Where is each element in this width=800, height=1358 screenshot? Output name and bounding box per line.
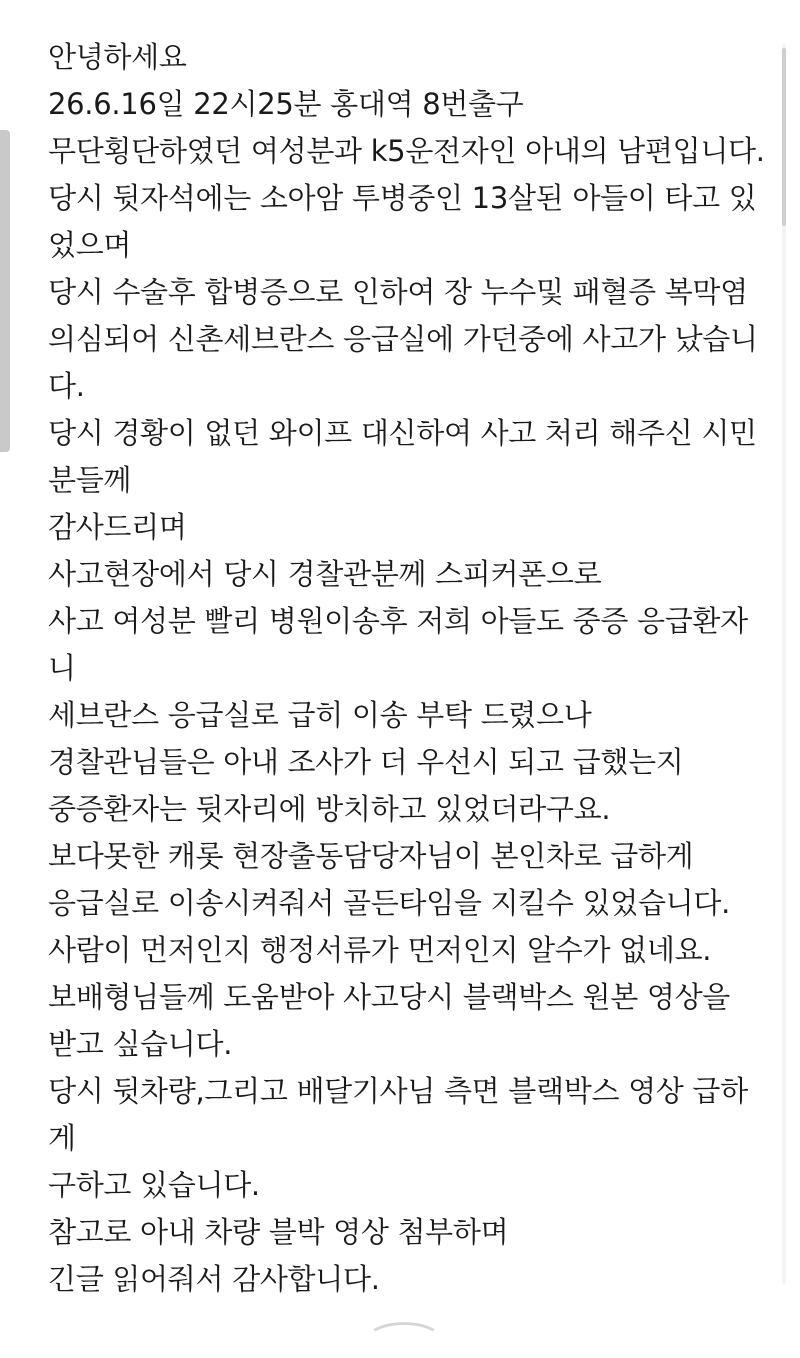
post-line: 세브란스 응급실로 급히 이송 부탁 드렸으나 (48, 698, 592, 732)
post-line: 사람이 먼저인지 행정서류가 먼저인지 알수가 없네요. (48, 933, 712, 967)
post-line: 참고로 아내 차량 블박 영상 첨부하며 (48, 1215, 509, 1249)
post-line: 응급실로 이송시켜줘서 골든타임을 지킬수 있었습니다. (48, 886, 731, 920)
post-line: 당시 뒷자석에는 소아암 투병중인 13살된 아들이 타고 있 (48, 181, 757, 215)
post-line: 분들께 (48, 463, 132, 497)
post-line: 당시 수술후 합병증으로 인하여 장 누수및 패혈증 복막염 (48, 275, 748, 309)
side-edge-handle[interactable] (0, 130, 10, 452)
post-line: 의심되어 신촌세브란스 응급실에 가던중에 사고가 났습니 (48, 322, 758, 356)
bottom-decorative-arc (366, 1322, 442, 1358)
post-line: 26.6.16일 22시25분 홍대역 8번출구 (48, 87, 524, 121)
post-line: 다. (48, 369, 85, 403)
scrollbar-track[interactable] (782, 44, 786, 1284)
post-line: 긴글 읽어줘서 감사합니다. (48, 1262, 380, 1296)
post-line: 경찰관님들은 아내 조사가 더 우선시 되고 급했는지 (48, 745, 684, 779)
post-line: 사고현장에서 당시 경찰관분께 스피커폰으로 (48, 557, 602, 591)
post-line: 었으며 (48, 228, 132, 262)
post-line: 사고 여성분 빨리 병원이송후 저희 아들도 중증 응급환자 (48, 604, 748, 638)
post-line: 감사드리며 (48, 510, 187, 544)
post-line: 당시 뒷차량,그리고 배달기사님 측면 블랙박스 영상 급하 (48, 1074, 748, 1108)
post-line: 무단횡단하였던 여성분과 k5운전자인 아내의 남편입니다. (48, 134, 765, 168)
post-line: 보배형님들께 도움받아 사고당시 블랙박스 원본 영상을 (48, 980, 731, 1014)
post-body (48, 34, 778, 1303)
scrollbar-thumb[interactable] (782, 48, 786, 226)
post-line: 구하고 있습니다. (48, 1168, 260, 1202)
post-line: 중증환자는 뒷자리에 방치하고 있었더라구요. (48, 792, 611, 826)
post-line: 니 (48, 651, 76, 685)
post-line: 게 (48, 1121, 76, 1155)
post-line: 받고 싶습니다. (48, 1027, 233, 1061)
post-line: 안녕하세요 (48, 40, 187, 74)
post-line: 보다못한 캐롯 현장출동담당자님이 본인차로 급하게 (48, 839, 694, 873)
post-line: 당시 경황이 없던 와이프 대신하여 사고 처리 해주신 시민 (48, 416, 757, 450)
